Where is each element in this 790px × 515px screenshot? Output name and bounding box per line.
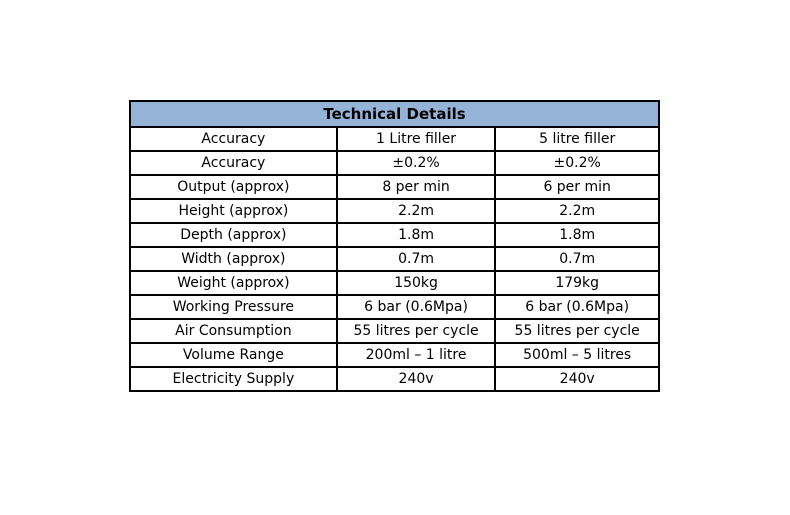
cell-5-litre-filler: 6 per min (495, 175, 659, 199)
table-row (130, 343, 659, 367)
table-row (130, 151, 659, 175)
cell-5-litre-filler: 0.7m (495, 247, 659, 271)
table-row (130, 295, 659, 319)
row-label: Electricity Supply (130, 367, 337, 391)
row-label: Volume Range (130, 343, 337, 367)
cell-1-litre-filler: 8 per min (337, 175, 496, 199)
table-row (130, 223, 659, 247)
cell-1-litre-filler: 1.8m (337, 223, 496, 247)
row-label: Height (approx) (130, 199, 337, 223)
table-row (130, 127, 659, 151)
table-header-row (130, 101, 659, 127)
table-row (130, 175, 659, 199)
cell-1-litre-filler: ±0.2% (337, 151, 496, 175)
row-label: Weight (approx) (130, 271, 337, 295)
table-row (130, 319, 659, 343)
table-title: Technical Details (130, 101, 659, 127)
table-row (130, 367, 659, 391)
cell-5-litre-filler: ±0.2% (495, 151, 659, 175)
cell-1-litre-filler: 2.2m (337, 199, 496, 223)
technical-details-table (129, 100, 660, 392)
cell-5-litre-filler: 2.2m (495, 199, 659, 223)
cell-1-litre-filler: 55 litres per cycle (337, 319, 496, 343)
row-label: Accuracy (130, 127, 337, 151)
row-label: Air Consumption (130, 319, 337, 343)
cell-1-litre-filler: 0.7m (337, 247, 496, 271)
cell-5-litre-filler: 1.8m (495, 223, 659, 247)
cell-1-litre-filler: 1 Litre filler (337, 127, 496, 151)
row-label: Accuracy (130, 151, 337, 175)
row-label: Output (approx) (130, 175, 337, 199)
cell-1-litre-filler: 6 bar (0.6Mpa) (337, 295, 496, 319)
cell-1-litre-filler: 200ml – 1 litre (337, 343, 496, 367)
cell-5-litre-filler: 500ml – 5 litres (495, 343, 659, 367)
cell-5-litre-filler: 6 bar (0.6Mpa) (495, 295, 659, 319)
cell-5-litre-filler: 5 litre filler (495, 127, 659, 151)
row-label: Depth (approx) (130, 223, 337, 247)
row-label: Width (approx) (130, 247, 337, 271)
table-row (130, 199, 659, 223)
cell-5-litre-filler: 240v (495, 367, 659, 391)
table-row (130, 247, 659, 271)
cell-5-litre-filler: 179kg (495, 271, 659, 295)
cell-1-litre-filler: 150kg (337, 271, 496, 295)
cell-1-litre-filler: 240v (337, 367, 496, 391)
row-label: Working Pressure (130, 295, 337, 319)
cell-5-litre-filler: 55 litres per cycle (495, 319, 659, 343)
table-row (130, 271, 659, 295)
